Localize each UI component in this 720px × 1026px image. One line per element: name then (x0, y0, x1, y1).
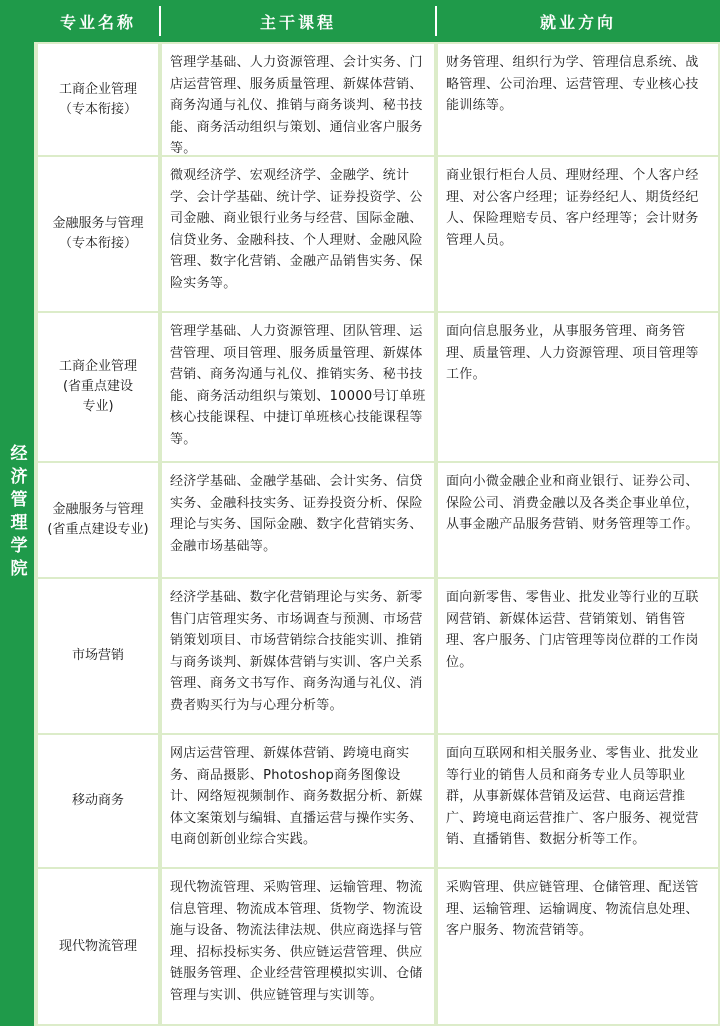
header-core-courses: 主干课程 (259, 12, 336, 32)
major-name: 金融服务与管理 (省重点建设专业) (38, 463, 158, 577)
career-direction: 财务管理、组织行为学、管理信息系统、战略管理、公司治理、运营管理、专业核心技能训练等。 (438, 44, 718, 155)
core-courses: 管理学基础、人力资源管理、团队管理、运营管理、项目管理、服务质量管理、新媒体营销、商务沟通与礼仪、推销实务、秘书技能、商务活动组织与策划、10000号订单班核心技能课程、中捷订单班核心技能课程等等。 (162, 313, 434, 461)
major-name: 工商企业管理 (省重点建设 专业) (38, 313, 158, 461)
table-row (34, 463, 720, 577)
career-direction: 面向信息服务业，从事服务管理、商务管理、质量管理、人力资源管理、项目管理等工作。 (438, 313, 718, 461)
career-direction: 采购管理、供应链管理、仓储管理、配送管理、运输管理、运输调度、物流信息处理、客户服务、物流营销等。 (438, 869, 718, 1024)
major-name: 金融服务与管理 （专本衔接） (38, 157, 158, 311)
major-name: 移动商务 (38, 735, 158, 867)
major-name: 工商企业管理 （专本衔接） (38, 44, 158, 155)
table-row (34, 44, 720, 155)
career-direction: 面向新零售、零售业、批发业等行业的互联网营销、新媒体运营、营销策划、销售管理、客户服务、门店管理等岗位群的工作岗位。 (438, 579, 718, 733)
table-header (34, 0, 720, 42)
career-direction: 商业银行柜台人员、理财经理、个人客户经理、对公客户经理；证券经纪人、期货经纪人、保险理赔专员、客户经理等；会计财务管理人员。 (438, 157, 718, 311)
core-courses: 现代物流管理、采购管理、运输管理、物流信息管理、物流成本管理、货物学、物流设施与设备、物流法律法规、供应商选择与管理、招标投标实务、供应链运营管理、供应链服务管理、企业经营管理模拟实训、仓储管理与实训、供应链管理与实训等。 (162, 869, 434, 1024)
table-row (34, 735, 720, 867)
major-name: 现代物流管理 (38, 869, 158, 1024)
core-courses: 经济学基础、金融学基础、会计实务、信贷实务、金融科技实务、证券投资分析、保险理论与实务、国际金融、数字化营销实务、金融市场基础等。 (162, 463, 434, 577)
career-direction: 面向小微金融企业和商业银行、证券公司、保险公司、消费金融以及各类企事业单位，从事金融产品服务营销、财务管理等工作。 (438, 463, 718, 577)
core-courses: 网店运营管理、新媒体营销、跨境电商实务、商品摄影、Photoshop商务图像设计、网络短视频制作、商务数据分析、新媒体文案策划与编辑、直播运营与操作实务、电商创新创业综合实践。 (162, 735, 434, 867)
header-divider (435, 6, 437, 36)
table-row (34, 157, 720, 311)
header-career-direction: 就业方向 (539, 12, 616, 32)
header-divider (159, 6, 161, 36)
core-courses: 管理学基础、人力资源管理、会计实务、门店运营管理、服务质量管理、新媒体营销、商务沟通与礼仪、推销与商务谈判、秘书技能、商务活动组织与策划、通信业客户服务等。 (162, 44, 434, 155)
major-name: 市场营销 (38, 579, 158, 733)
core-courses: 微观经济学、宏观经济学、金融学、统计学、会计学基础、统计学、证券投资学、公司金融、商业银行业务与经营、国际金融、信贷业务、金融科技、个人理财、金融风险管理、数字化营销、金融产品销售实务、保险实务等。 (162, 157, 434, 311)
table-row (34, 313, 720, 461)
college-sidebar (0, 0, 34, 1026)
table-row (34, 579, 720, 733)
table-row (34, 869, 720, 1024)
career-direction: 面向互联网和相关服务业、零售业、批发业等行业的销售人员和商务专业人员等职业群，从事新媒体营销及运营、电商运营推广、跨境电商运营推广、客户服务、视觉营销、直播销售、数据分析等工作。 (438, 735, 718, 867)
header-major-name: 专业名称 (59, 12, 136, 32)
college-label: 经济管理学院 (6, 444, 27, 582)
core-courses: 经济学基础、数字化营销理论与实务、新零售门店管理实务、市场调查与预测、市场营销策划项目、市场营销综合技能实训、推销与商务谈判、新媒体营销与实训、客户关系管理、商务文书写作、商务沟通与礼仪、消费者购买行为与心理分析等。 (162, 579, 434, 733)
